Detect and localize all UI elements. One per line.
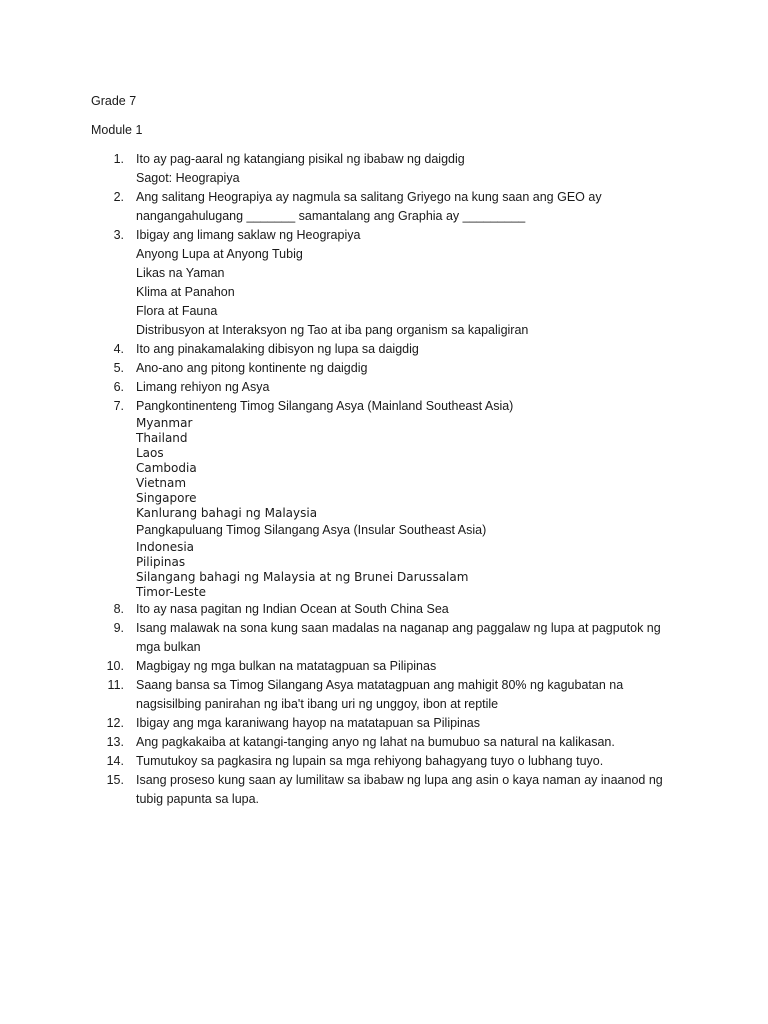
item-number: 1. [113, 152, 124, 166]
list-item [0, 378, 768, 397]
country-entry: Myanmar [136, 416, 193, 430]
item-number: 10. [106, 659, 124, 673]
list-item [0, 676, 768, 714]
item-text: Klima at Panahon [136, 285, 235, 299]
item-text: Saang bansa sa Timog Silangang Asya matatagpuan ang mahigit 80% ng kagubatan na [136, 678, 624, 692]
country-entry: Timor-Leste [136, 585, 207, 599]
subheading: Pangkapuluang Timog Silangang Asya (Insular Southeast Asia) [136, 523, 487, 537]
list-item [0, 752, 768, 771]
item-text: tubig papunta sa lupa. [136, 792, 260, 806]
list-item [0, 340, 768, 359]
item-text: Ito ay pag-aaral ng katangiang pisikal ng ibabaw ng daigdig [136, 152, 465, 166]
item-text: Ang pagkakaiba at katangi-tanging anyo ng lahat na bumubuo sa natural na kalikasan. [136, 735, 615, 749]
country-entry: Singapore [136, 491, 197, 505]
country-entry: Thailand [136, 431, 188, 445]
list-item [0, 657, 768, 676]
item-number: 11. [107, 678, 124, 692]
country-entry: Vietnam [136, 476, 187, 490]
list-item [0, 150, 768, 188]
module-heading: Module 1 [91, 123, 143, 137]
item-text: Limang rehiyon ng Asya [136, 380, 270, 394]
item-text: Isang proseso kung saan ay lumilitaw sa ibabaw ng lupa ang asin o kaya naman ay inaanod ng [136, 773, 663, 787]
item-text: nagsisilbing panirahan ng iba't ibang uri ng unggoy, ibon at reptile [136, 697, 499, 711]
item-text: Sagot: Heograpiya [136, 171, 240, 185]
item-number: 6. [113, 380, 124, 394]
item-number: 7. [113, 399, 124, 413]
item-text: Magbigay ng mga bulkan na matatagpuan sa Pilipinas [136, 659, 437, 673]
country-entry: Laos [136, 446, 164, 460]
list-item [0, 733, 768, 752]
item-number: 14. [106, 754, 124, 768]
item-text: Ito ay nasa pagitan ng Indian Ocean at South China Sea [136, 602, 449, 616]
question-list [0, 150, 768, 809]
item-number: 2. [113, 190, 124, 204]
list-item [0, 771, 768, 809]
list-item [0, 359, 768, 378]
country-entry: Silangang bahagi ng Malaysia at ng Brunei Darussalam [136, 570, 469, 584]
item-text: Likas na Yaman [136, 266, 225, 280]
item-text: mga bulkan [136, 640, 201, 654]
country-entry: Indonesia [136, 540, 195, 554]
item-text: Ano-ano ang pitong kontinente ng daigdig [136, 361, 368, 375]
item-number: 15. [106, 773, 124, 787]
item-text: Distribusyon at Interaksyon ng Tao at iba pang organism sa kapaligiran [136, 323, 529, 337]
list-item [0, 188, 768, 226]
item-text: Tumutukoy sa pagkasira ng lupain sa mga rehiyong bahagyang tuyo o lubhang tuyo. [136, 754, 604, 768]
item-number: 12. [106, 716, 124, 730]
item-text: Ibigay ang mga karaniwang hayop na matatapuan sa Pilipinas [136, 716, 480, 730]
item-text: Flora at Fauna [136, 304, 218, 318]
list-item [0, 714, 768, 733]
country-entry: Kanlurang bahagi ng Malaysia [136, 506, 318, 520]
item-text: Ito ang pinakamalaking dibisyon ng lupa sa daigdig [136, 342, 419, 356]
item-text: Ang salitang Heograpiya ay nagmula sa salitang Griyego na kung saan ang GEO ay [136, 190, 602, 204]
country-entry: Pilipinas [136, 555, 186, 569]
item-text: Ibigay ang limang saklaw ng Heograpiya [136, 228, 361, 242]
item-number: 8. [113, 602, 124, 616]
grade-heading: Grade 7 [91, 94, 137, 108]
item-number: 9. [113, 621, 124, 635]
item-text: Pangkontinenteng Timog Silangang Asya (Mainland Southeast Asia) [136, 399, 514, 413]
item-text: Anyong Lupa at Anyong Tubig [136, 247, 303, 261]
item-text: nangangahulugang _______ samantalang ang Graphia ay _________ [136, 209, 526, 223]
item-number: 5. [113, 361, 124, 375]
item-text: Isang malawak na sona kung saan madalas na naganap ang paggalaw ng lupa at pagputok ng [136, 621, 661, 635]
item-number: 3. [113, 228, 124, 242]
item-number: 4. [113, 342, 124, 356]
country-entry: Cambodia [136, 461, 197, 475]
list-item [0, 226, 768, 340]
item-number: 13. [106, 735, 124, 749]
list-item [0, 619, 768, 657]
list-item [0, 397, 768, 416]
list-item [0, 600, 768, 619]
